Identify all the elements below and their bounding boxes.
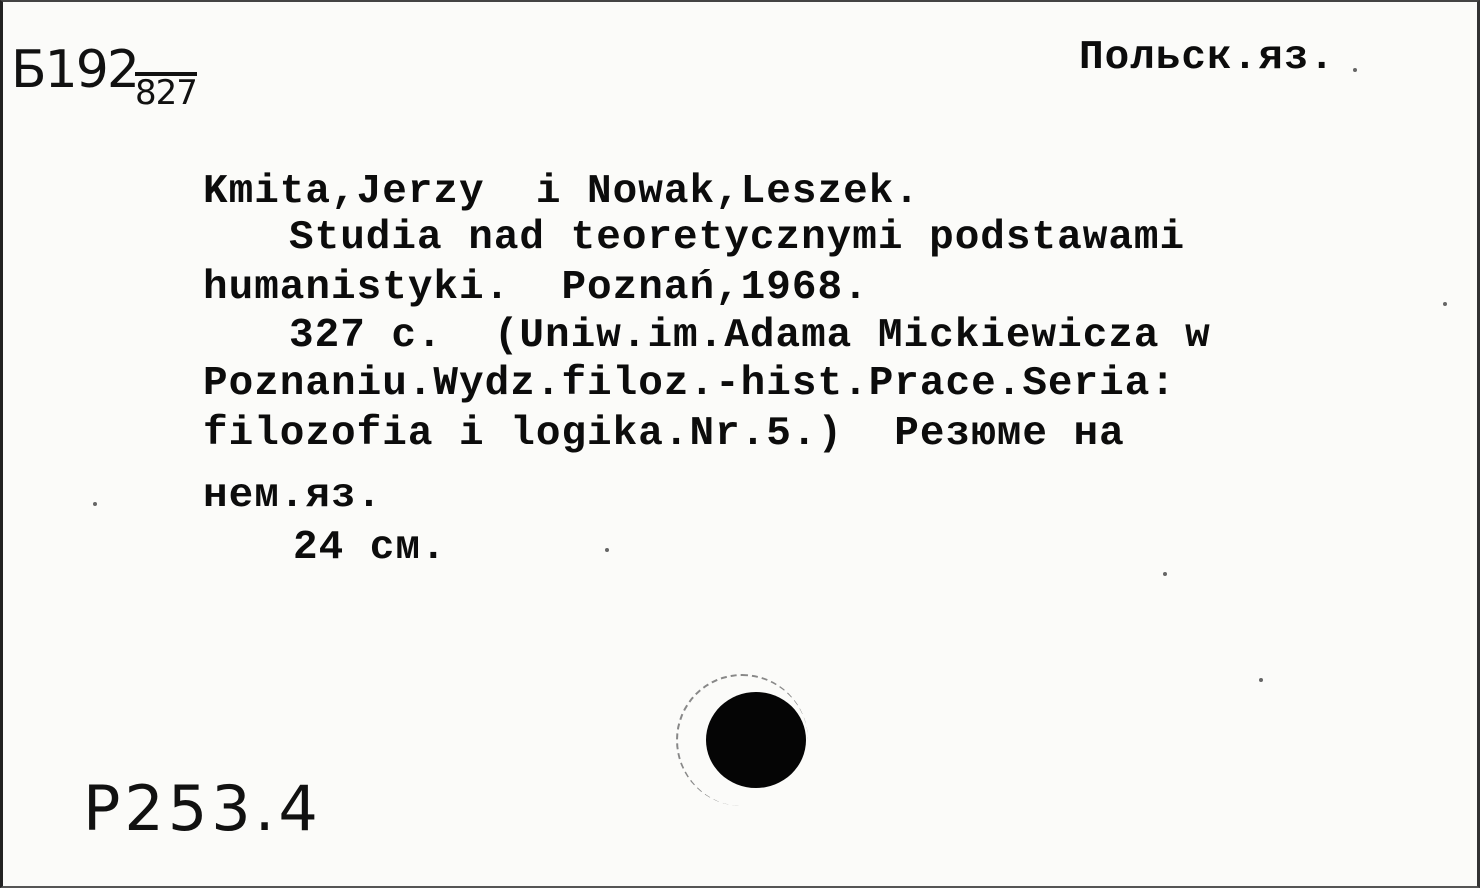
call-number-main: Б192 (11, 40, 138, 100)
speck (1353, 68, 1357, 72)
shelf-mark: P253.4 (83, 772, 322, 845)
speck (1259, 678, 1263, 682)
speck (1443, 302, 1447, 306)
author-heading: Kmita,Jerzy i Nowak,Leszek. (203, 169, 920, 215)
collation-line-3: filozofia i logika.Nr.5.) Резюме на (203, 411, 1125, 457)
collation-line-1: 327 c. (Uniw.im.Adama Mickiewicza w (289, 313, 1211, 359)
title-line-1: Studia nad teoretycznymi podstawami (289, 215, 1186, 261)
call-number-sub: 827 (135, 73, 197, 113)
collation-line-2: Poznaniu.Wydz.filoz.-hist.Prace.Seria: (203, 361, 1176, 407)
punch-hole (706, 692, 806, 788)
speck (1163, 572, 1167, 576)
collation-line-4: нем.яз. (203, 473, 383, 519)
title-line-2: humanistyki. Poznań,1968. (203, 265, 869, 311)
speck (605, 548, 609, 552)
speck (93, 502, 97, 506)
size-note: 24 см. (293, 525, 447, 571)
language-note: Польск.яз. (1079, 35, 1336, 81)
